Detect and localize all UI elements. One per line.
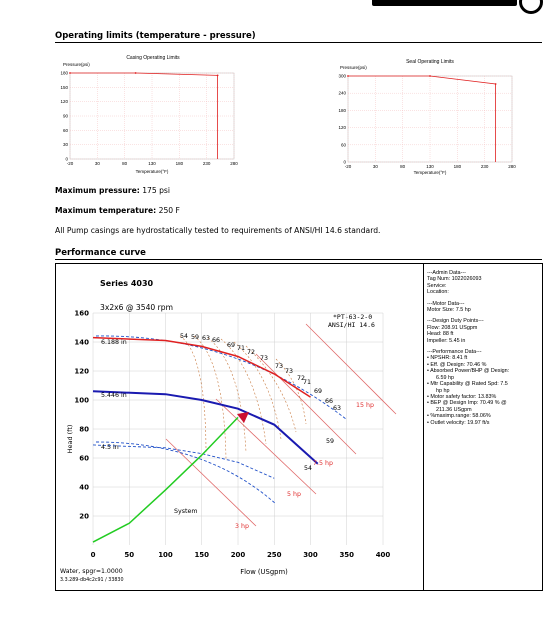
npshr-value: • NPSHR: 8.41 ft [427, 355, 468, 362]
perf-ytick: 120 [74, 367, 89, 376]
duty-head: Head: 88 ft [427, 331, 454, 338]
hp-line-75 [256, 354, 356, 454]
dashed-min-impeller [96, 442, 276, 504]
service-field: Service: [427, 282, 447, 289]
casing-xtick: 280 [230, 161, 238, 166]
casing-ytick: 90 [62, 113, 68, 119]
fluid-note: Water, spgr=1.0000 [60, 568, 123, 575]
motor-size: Motor Size: 7.5 hp [427, 307, 471, 314]
perf-xtick: 200 [230, 551, 246, 559]
efficiency-label: 73 [260, 355, 269, 362]
casing-ytick: 0 [65, 156, 68, 162]
casing-limits-chart [55, 50, 250, 175]
perf-xtick: 0 [90, 551, 96, 559]
perf-ytick: 80 [79, 425, 89, 434]
duty-point-marker [237, 412, 249, 423]
hp-label-5: 5 hp [287, 491, 301, 498]
casing-xtick: 180 [175, 161, 184, 166]
seal-point [429, 75, 431, 77]
pump-model: 3x2x6 @ 3540 rpm [100, 303, 173, 312]
impeller-label-5446: 5.446 in [101, 392, 127, 399]
casing-xlabel: Temperature(°F) [135, 169, 169, 174]
seal-limit-line [348, 76, 496, 162]
hp-label-3: 3 hp [235, 523, 249, 530]
perf-ytick: 20 [79, 512, 89, 521]
seal-ylabel: Pressure(psi) [340, 65, 367, 70]
performance-chart [56, 264, 422, 590]
duty-info-panel [427, 270, 543, 426]
flow-axis-label: Flow (USgpm) [240, 568, 288, 576]
max-pressure-note [55, 186, 170, 195]
impeller-dashed [96, 336, 346, 504]
seal-ytick: 0 [343, 159, 346, 165]
curve-code: *PT-63-2-0 [333, 313, 373, 321]
efficiency-label: 72 [297, 375, 306, 382]
efficiency-label: 69 [314, 388, 323, 395]
hp-line-5 [216, 399, 316, 494]
curve-standard: ANSI/HI 14.6 [328, 321, 375, 329]
brand-logo-bar [372, 0, 517, 6]
casing-ytick: 180 [60, 70, 68, 76]
seal-xtick: -20 [344, 164, 352, 169]
perf-xtick: 350 [339, 551, 355, 559]
location-field: Location: [427, 289, 449, 296]
casing-xtick: 80 [122, 161, 128, 166]
casing-ytick: 60 [62, 127, 68, 133]
performance-divider [423, 263, 424, 591]
impeller-label-6188: 6.188 in [101, 339, 127, 346]
casing-point [69, 72, 71, 74]
max-temperature-note [55, 206, 180, 215]
seal-ytick: 60 [340, 142, 346, 148]
efficiency-label: 71 [303, 379, 312, 386]
casing-ytick: 120 [60, 99, 68, 105]
casing-xtick: 30 [94, 161, 100, 166]
tag-number: Tag Num: 1022026093 [427, 276, 482, 283]
efficiency-label: 72 [247, 349, 256, 356]
max-pressure-value: 175 psi [142, 186, 170, 195]
perf-ytick: 160 [74, 309, 89, 318]
max-temperature-value: 250 F [158, 206, 180, 215]
efficiency-label: 71 [237, 345, 246, 352]
perf-ytick: 100 [74, 396, 89, 405]
casing-point [217, 74, 219, 76]
casing-xtick: 230 [202, 161, 211, 166]
seal-xtick: 180 [453, 164, 462, 169]
perf-xtick: 400 [375, 551, 391, 559]
seal-xtick: 230 [480, 164, 489, 169]
efficiency-label: 63 [333, 405, 342, 412]
performance-header: ---Performance Data--- [427, 349, 482, 356]
seal-xtick: 280 [508, 164, 516, 169]
efficiency-label: 73 [285, 368, 294, 375]
efficiency-contours [180, 336, 306, 459]
efficiency-label: 66 [325, 398, 334, 405]
series-title: Series 4030 [100, 279, 154, 288]
operating-limits-title: Operating limits (temperature - pressure) [55, 31, 542, 43]
motor-safety-factor: • Motor safety factor: 13.83% [427, 393, 497, 400]
perf-ytick: 60 [79, 454, 89, 463]
efficiency-label: 59 [326, 438, 335, 445]
seal-limits-chart [330, 55, 520, 180]
seal-chart-title: Seal Operating Limits [406, 59, 454, 65]
perf-xtick: 300 [303, 551, 318, 559]
efficiency-label: 54 [180, 333, 189, 340]
absorbed-power: • Absorbed Power/BHP @ Design: 6.59 hp [427, 368, 510, 381]
seal-point [495, 83, 497, 85]
outlet-velocity: • Outlet velocity: 19.97 ft/s [427, 419, 490, 426]
brand-logo [372, 0, 544, 10]
brand-logo-ring [519, 0, 543, 14]
casing-xtick: -20 [66, 161, 74, 166]
eff-contour-59 [194, 336, 226, 459]
seal-ytick: 180 [338, 107, 346, 113]
perf-ytick: 40 [79, 483, 89, 492]
max-pressure-label: Maximum pressure: [55, 186, 140, 195]
perf-ytick: 140 [74, 338, 89, 347]
hp-label-75: 7.5 hp [313, 460, 334, 467]
casing-ytick: 150 [60, 84, 68, 90]
duty-impeller: Impeller: 5.45 in [427, 337, 466, 344]
perf-xtick: 50 [124, 551, 135, 559]
impeller-range: • %maximp.range: 58.06% [427, 413, 491, 420]
seal-ytick: 300 [338, 73, 346, 79]
seal-point [347, 75, 349, 77]
hp-label-15: 15 hp [356, 402, 375, 409]
efficiency-label: 69 [227, 342, 236, 349]
casing-ytick: 30 [62, 142, 68, 148]
efficiency-label: 73 [275, 363, 284, 370]
seal-ytick: 240 [338, 90, 346, 96]
hydrostatic-statement: All Pump casings are hydrostatically tested to requirements of ANSI/HI 14.6 standard. [55, 226, 381, 235]
duty-flow: Flow: 208.91 USgpm [427, 324, 478, 331]
bep-value: • BEP @ Design Imp: 70.49 % @ 211.36 USgpm [427, 400, 507, 413]
seal-xtick: 130 [426, 164, 434, 169]
power-lines [166, 324, 396, 526]
efficiency-label: 54 [304, 465, 313, 472]
version-note: 3.3.289-db4c2c91 / 33830 [60, 578, 124, 583]
seal-ytick: 120 [338, 125, 346, 131]
motor-capability: • Mtr Capability @ Rated Spd: 7.5 hp hp [427, 381, 508, 394]
admin-header: ---Admin Data--- [427, 270, 466, 276]
casing-ylabel: Pressure(psi) [63, 62, 90, 67]
casing-chart-title: Casing Operating Limits [126, 55, 180, 61]
casing-point [135, 72, 137, 74]
max-temperature-label: Maximum temperature: [55, 206, 157, 215]
perf-xtick: 100 [158, 551, 173, 559]
perf-xtick: 250 [266, 551, 282, 559]
head-axis-label: Head (ft) [66, 424, 74, 454]
seal-xtick: 30 [372, 164, 378, 169]
perf-xtick: 150 [194, 551, 210, 559]
impeller-label-45: 4.5 in [101, 444, 119, 451]
performance-curve-title: Performance curve [55, 248, 542, 260]
seal-xtick: 80 [400, 164, 406, 169]
casing-xtick: 130 [148, 161, 156, 166]
system-label: System [174, 508, 198, 515]
efficiency-label: 66 [212, 337, 221, 344]
seal-xlabel: Temperature(°F) [413, 170, 447, 175]
eff-contour-54 [180, 336, 206, 454]
efficiency-label: 59 [191, 334, 200, 341]
motor-header: ---Motor Data--- [427, 300, 465, 307]
efficiency-value: • Eff. @ Design: 70.46 % [427, 361, 487, 368]
duty-header: ---Design Duty Points--- [427, 318, 484, 325]
efficiency-label: 63 [202, 335, 211, 342]
